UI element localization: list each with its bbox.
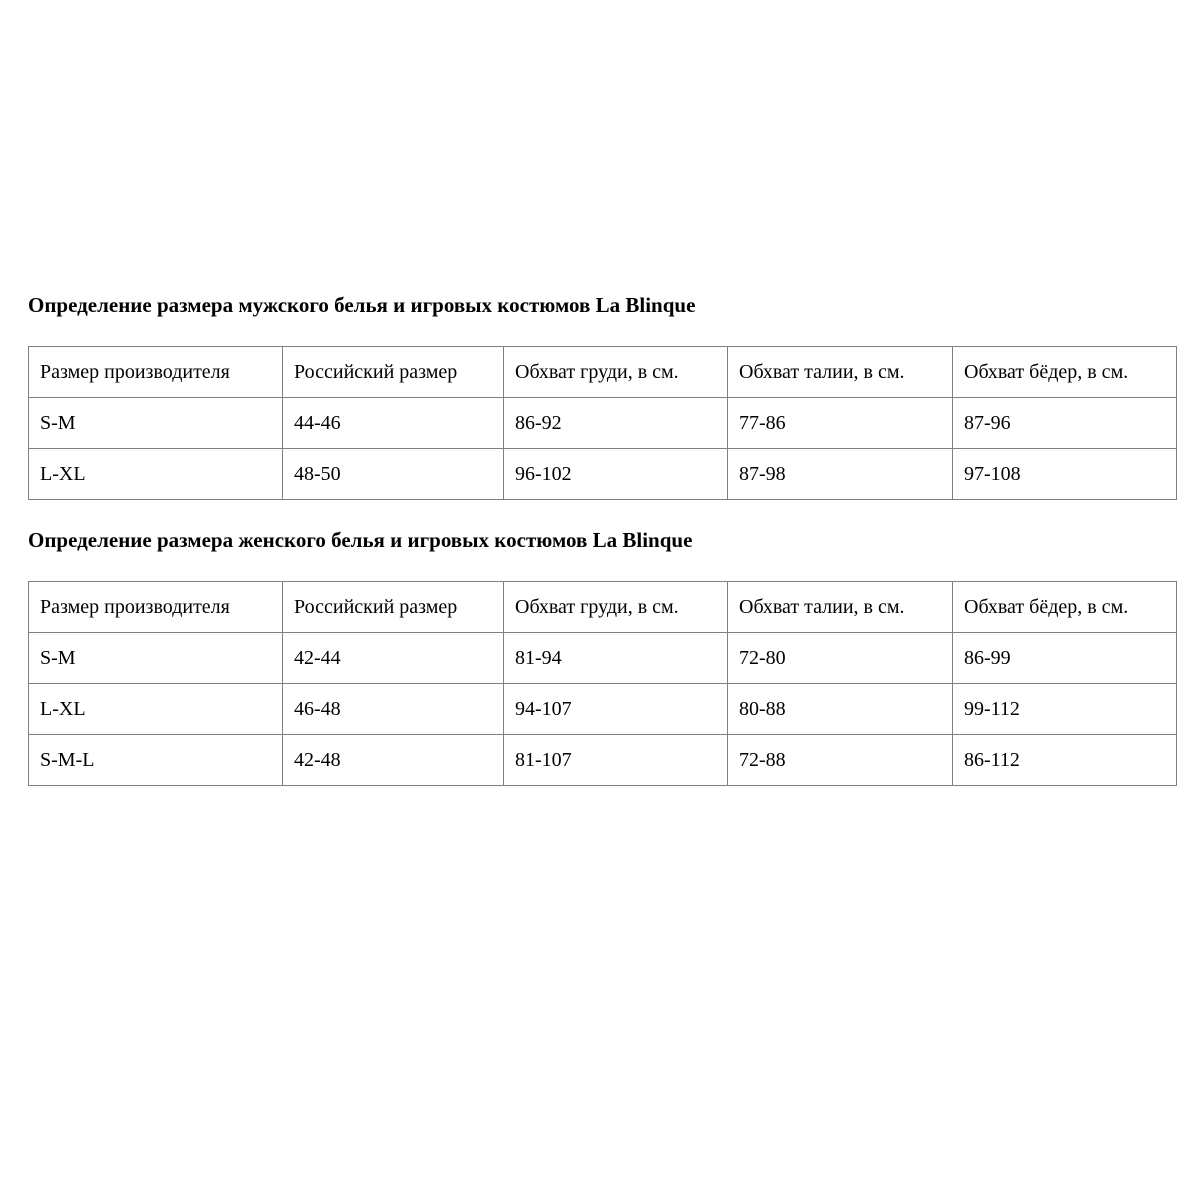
women-sizes-table (28, 581, 1177, 786)
cell-hips: 86-112 (953, 735, 1177, 786)
cell-hips: 86-99 (953, 633, 1177, 684)
header-cell-hips: Обхват бёдер, в см. (953, 582, 1177, 633)
table-row (29, 684, 1177, 735)
cell-manufacturer-size: S-M (29, 633, 283, 684)
header-cell-hips: Обхват бёдер, в см. (953, 347, 1177, 398)
header-cell-waist: Обхват талии, в см. (728, 582, 953, 633)
cell-hips: 87-96 (953, 398, 1177, 449)
cell-waist: 80-88 (728, 684, 953, 735)
cell-waist: 87-98 (728, 449, 953, 500)
cell-russian-size: 42-48 (283, 735, 504, 786)
header-cell-manufacturer-size: Размер производителя (29, 582, 283, 633)
header-row (29, 582, 1177, 633)
cell-hips: 97-108 (953, 449, 1177, 500)
table-row (29, 398, 1177, 449)
men-sizes-table (28, 346, 1177, 500)
cell-russian-size: 44-46 (283, 398, 504, 449)
cell-hips: 99-112 (953, 684, 1177, 735)
men-sizes-section (28, 293, 1177, 500)
cell-manufacturer-size: S-M-L (29, 735, 283, 786)
cell-manufacturer-size: L-XL (29, 449, 283, 500)
cell-chest: 96-102 (504, 449, 728, 500)
header-cell-russian-size: Российский размер (283, 582, 504, 633)
cell-waist: 77-86 (728, 398, 953, 449)
women-sizes-title: Определение размера женского белья и игровых костюмов La Blinque (28, 528, 693, 553)
table-row (29, 633, 1177, 684)
header-cell-russian-size: Российский размер (283, 347, 504, 398)
header-cell-waist: Обхват талии, в см. (728, 347, 953, 398)
cell-chest: 86-92 (504, 398, 728, 449)
cell-russian-size: 48-50 (283, 449, 504, 500)
cell-chest: 81-107 (504, 735, 728, 786)
document-page (28, 293, 1177, 786)
cell-manufacturer-size: L-XL (29, 684, 283, 735)
cell-russian-size: 46-48 (283, 684, 504, 735)
cell-manufacturer-size: S-M (29, 398, 283, 449)
women-sizes-section (28, 528, 1177, 786)
header-cell-manufacturer-size: Размер производителя (29, 347, 283, 398)
table-row (29, 735, 1177, 786)
cell-russian-size: 42-44 (283, 633, 504, 684)
cell-waist: 72-88 (728, 735, 953, 786)
cell-waist: 72-80 (728, 633, 953, 684)
cell-chest: 81-94 (504, 633, 728, 684)
cell-chest: 94-107 (504, 684, 728, 735)
header-row (29, 347, 1177, 398)
header-cell-chest: Обхват груди, в см. (504, 347, 728, 398)
header-cell-chest: Обхват груди, в см. (504, 582, 728, 633)
table-row (29, 449, 1177, 500)
men-sizes-title: Определение размера мужского белья и игровых костюмов La Blinque (28, 293, 696, 317)
